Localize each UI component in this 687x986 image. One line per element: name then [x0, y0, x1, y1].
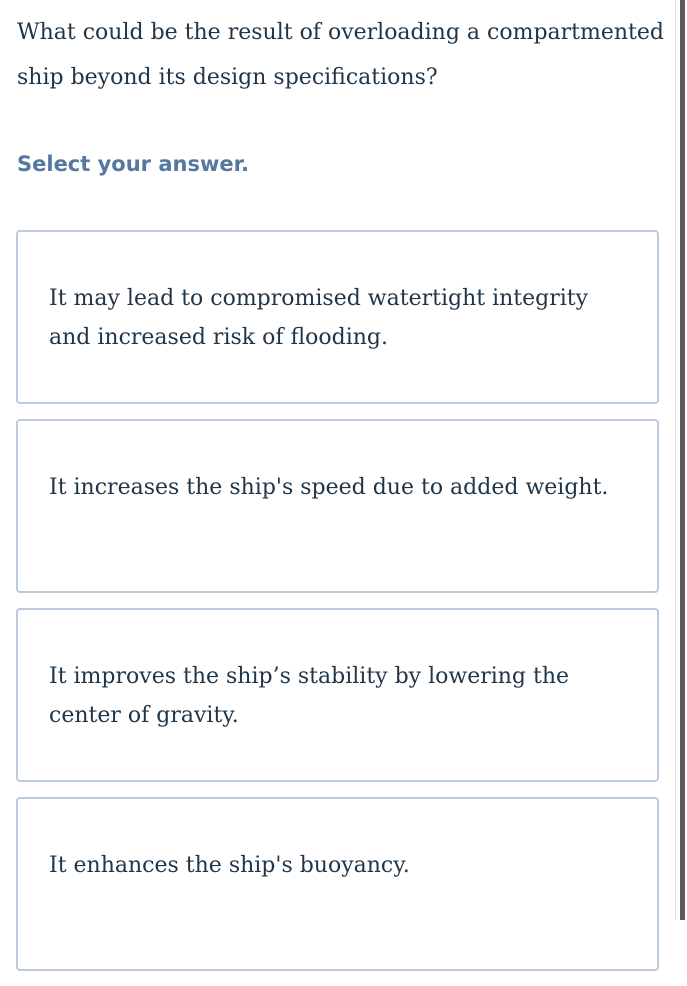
instruction-label: Select your answer. — [17, 152, 249, 176]
answer-option-1[interactable] — [16, 230, 659, 404]
answer-options — [16, 230, 659, 986]
answer-option-label: It may lead to compromised watertight integrity and increased risk of flooding. — [49, 286, 589, 350]
answer-option-label: It enhances the ship's buoyancy. — [49, 853, 410, 878]
answer-option-3[interactable] — [16, 608, 659, 782]
question-text: What could be the result of overloading a compartmented ship beyond its design specifications? — [17, 20, 665, 90]
answer-option-4[interactable] — [16, 797, 659, 971]
answer-option-label: It improves the ship’s stability by lowering the center of gravity. — [49, 664, 570, 728]
answer-option-2[interactable] — [16, 419, 659, 593]
scrollbar-thumb[interactable] — [680, 0, 685, 920]
answer-option-label: It increases the ship's speed due to added weight. — [49, 475, 609, 500]
